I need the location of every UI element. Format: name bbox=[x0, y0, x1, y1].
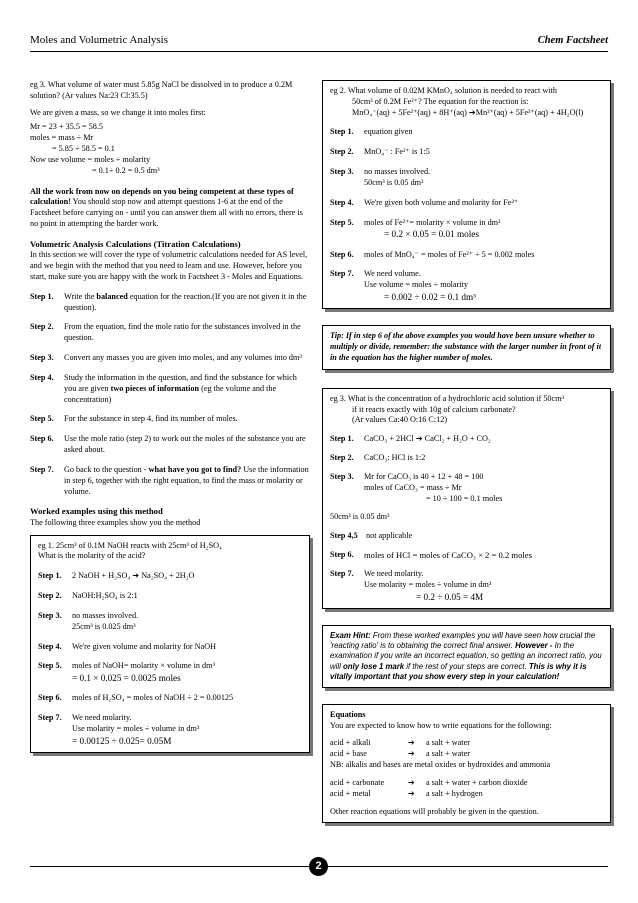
eg3b-step7-label: Step 7. bbox=[330, 569, 354, 579]
equations-title: Equations bbox=[330, 709, 366, 719]
equation-products: a salt + water bbox=[426, 738, 470, 748]
eg1-step5-a: moles of NaOH= molarity × volume in dm³ bbox=[72, 661, 215, 671]
example-2-box bbox=[322, 80, 611, 309]
equation-products: a salt + hydrogen bbox=[426, 788, 483, 798]
eg3b-question-2: if it reacts exactly with 10g of calcium carbonate? bbox=[352, 404, 516, 414]
equation-products: a salt + water bbox=[426, 749, 470, 759]
warning-paragraph bbox=[30, 187, 310, 230]
method-step-label: Step 6. bbox=[30, 434, 54, 444]
header-title: Moles and Volumetric Analysis bbox=[30, 34, 169, 47]
page-header bbox=[30, 36, 608, 52]
eg3-line-4: Now use volume = moles ÷ molarity bbox=[30, 154, 151, 164]
volumetric-intro: In this section we will cover the type of volumetric calculations needed for AS level, and we begin with the method that you need to learn and use. However, before you start, make sure you are happy with the work in Factsheet 3 - Moles and Equations. bbox=[30, 250, 308, 281]
eg3b-step1: CaCO₃ + 2HCl ➔ CaCl₂ + H₂O + CO₂ bbox=[364, 434, 491, 444]
eg2-step2: MnO₄⁻ : Fe²⁺ is 1:5 bbox=[364, 147, 430, 157]
eg3b-step7-b: Use molarity = moles ÷ volume in dm³ bbox=[364, 580, 492, 590]
method-step bbox=[30, 434, 310, 456]
header-publication: Chem Factsheet bbox=[537, 35, 608, 47]
method-step-post: equation for the reaction.(If you are not given it in the question). bbox=[64, 291, 307, 312]
eg2-question-2: 50cm³ of 0.2M Fe²⁺? The equation for the reaction is: bbox=[352, 96, 529, 106]
method-step-text bbox=[64, 414, 310, 425]
eg3b-step45-label: Step 4,5 bbox=[330, 531, 358, 541]
eg1-question-1: eg 1. 25cm³ of 0.1M NaOH reacts with 25cm³ of H₂SO₄ bbox=[38, 540, 222, 550]
hint-final: This is why it is vitally important that you show every step in your calculation! bbox=[330, 661, 587, 681]
eg3-line-1: Mr = 23 + 35.5 = 58.5 bbox=[30, 122, 103, 132]
method-step-label: Step 7. bbox=[30, 464, 54, 474]
hint-text-2: In the examination if you write an incorrect equation, so getting an incorrect ratio, you will bbox=[330, 641, 602, 671]
eg1-step3-b: 25cm³ is 0.025 dm³ bbox=[72, 621, 136, 631]
method-step-post: Use the information in step 6, together with the right equation, to find the mass or molarity or volume. bbox=[64, 464, 309, 496]
method-step-label: Step 2. bbox=[30, 322, 54, 332]
method-step bbox=[30, 414, 310, 425]
section-title-volumetric: Volumetric Analysis Calculations (Titration Calculations) bbox=[30, 238, 241, 249]
eg3b-volume-note: 50cm³ is 0.05 dm³ bbox=[330, 512, 390, 522]
method-steps bbox=[30, 292, 310, 498]
worked-intro: The following three examples show you the method bbox=[30, 517, 201, 527]
method-step-text bbox=[64, 373, 310, 405]
eg3-line-5: = 0.1÷ 0.2 = 0.5 dm³ bbox=[92, 165, 160, 175]
eg3b-step7-a: We need molarity. bbox=[364, 569, 424, 579]
eg3b-step7-c: = 0.2 ÷ 0.05 = 4M bbox=[416, 591, 484, 602]
warning-bold: All the work from now on depends on you being competent at these types of calculation! bbox=[30, 186, 294, 207]
eg3b-step3-a: Mr for CaCO₃ is 40 + 12 + 48 = 100 bbox=[364, 471, 484, 481]
eg2-step5-a: moles of Fe²⁺= molarity × volume in dm³ bbox=[364, 217, 501, 227]
method-step bbox=[30, 322, 310, 344]
eg2-step4-label: Step 4. bbox=[330, 197, 354, 207]
eg3b-step2-label: Step 2. bbox=[330, 453, 354, 463]
right-column bbox=[322, 80, 611, 823]
method-step-bold: balanced bbox=[96, 291, 128, 301]
method-step-bold: two pieces of information bbox=[110, 383, 200, 393]
arrow-icon: ➔ bbox=[408, 788, 415, 798]
eg3b-step3-label: Step 3. bbox=[330, 471, 354, 481]
method-step-pre: Study the information in the question, and find the substance for which you are given bbox=[64, 372, 297, 393]
method-step-post: (eg the volume and the concentration) bbox=[64, 383, 277, 404]
eg1-step7-b: Use molarity = moles ÷ volume in dm³ bbox=[72, 723, 200, 733]
equations-list-1 bbox=[330, 738, 603, 760]
warning-rest: You should stop now and attempt questions 1-6 at the end of the Factsheet before carrying on - until you can answer them all with no errors, there is no point in attempting the harder work. bbox=[30, 197, 303, 229]
eg2-equation: MnO₄⁻(aq) + 5Fe²⁺(aq) + 8H⁺(aq) ➔Mn²⁺(aq) + 5Fe³⁺(aq) + 4H₂O(l) bbox=[352, 107, 584, 117]
method-step bbox=[30, 373, 310, 405]
equation-row bbox=[330, 789, 603, 800]
eg3b-step1-label: Step 1. bbox=[330, 434, 354, 444]
method-step-label: Step 3. bbox=[30, 353, 54, 363]
equation-reactants: acid + base bbox=[330, 749, 367, 759]
method-step-label: Step 1. bbox=[30, 291, 54, 301]
eg2-step7-label: Step 7. bbox=[330, 269, 354, 279]
eg1-step1-label: Step 1. bbox=[38, 571, 62, 581]
equations-intro: You are expected to know how to write equations for the following: bbox=[330, 720, 552, 730]
eg2-step7-c: = 0.002 ÷ 0.02 = 0.1 dm³ bbox=[384, 292, 476, 303]
method-step-text bbox=[64, 353, 310, 364]
arrow-icon: ➔ bbox=[408, 738, 415, 748]
method-step-text bbox=[64, 434, 310, 456]
eg3b-step6-label: Step 6. bbox=[330, 549, 354, 559]
eg3-line-2: moles = mass ÷ Mr bbox=[30, 133, 94, 143]
eg1-step1: 2 NaOH + H₂SO₄ ➔ Na₂SO₄ + 2H₂O bbox=[72, 571, 195, 581]
hint-lead: Exam Hint: bbox=[330, 631, 371, 641]
eg3b-step45: not applicable bbox=[366, 531, 413, 541]
eg2-step6: moles of MnO₄⁻ = moles of Fe²⁺ ÷ 5 = 0.002 moles bbox=[364, 249, 535, 259]
page-number-badge: 2 bbox=[309, 857, 328, 876]
eg1-step2: NaOH:H₂SO₄ is 2:1 bbox=[72, 591, 138, 601]
equation-products: a salt + water + carbon dioxide bbox=[426, 777, 528, 787]
method-step-pre: From the equation, find the mole ratio for the substances involved in the question. bbox=[64, 322, 301, 343]
method-step-pre: Use the mole ratio (step 2) to work out the moles of the substance you are asked about. bbox=[64, 434, 306, 455]
section-title-worked: Worked examples using this method bbox=[30, 506, 163, 517]
method-step-bold: what have you got to find? bbox=[148, 464, 242, 474]
eg2-step5-b: = 0.2 × 0.05 = 0.01 moles bbox=[384, 229, 479, 240]
equations-list-2 bbox=[330, 778, 603, 800]
equation-reactants: acid + alkali bbox=[330, 738, 371, 748]
eg3b-step2: CaCO₃: HCl is 1:2 bbox=[364, 453, 426, 463]
eg2-step3-b: 50cm³ is 0.05 dm³ bbox=[364, 177, 424, 187]
eg2-step5-label: Step 5. bbox=[330, 217, 354, 227]
method-step-text bbox=[64, 465, 310, 497]
eg1-step5-label: Step 5. bbox=[38, 661, 62, 671]
eg1-question-2: What is the molarity of the acid? bbox=[38, 551, 146, 561]
hint-one-mark: only lose 1 mark bbox=[343, 661, 405, 671]
equation-row bbox=[330, 749, 603, 760]
method-step-pre: Convert any masses you are given into moles, and any volumes into dm³ bbox=[64, 353, 302, 363]
eg1-step4: We're given volume and molarity for NaOH bbox=[72, 641, 217, 651]
method-step-text bbox=[64, 322, 310, 344]
equations-nb: NB: alkalis and bases are metal oxides or hydroxides and ammonia bbox=[330, 760, 551, 770]
hint-however: However - bbox=[515, 641, 553, 651]
method-step-pre: Go back to the question - bbox=[64, 464, 149, 474]
eg1-step7-label: Step 7. bbox=[38, 713, 62, 723]
eg2-step3-a: no masses involved. bbox=[364, 167, 431, 177]
eg3b-step6: moles of HCl = moles of CaCO₃ × 2 = 0.2 moles bbox=[364, 549, 532, 560]
eg2-step6-label: Step 6. bbox=[330, 249, 354, 259]
eg3b-question-3: (Ar values Ca:40 O:16 C:12) bbox=[352, 415, 448, 425]
method-step-pre: Write the bbox=[64, 291, 97, 301]
eg1-step5-b: = 0.1 × 0.025 = 0.0025 moles bbox=[72, 673, 181, 684]
equations-footnote: Other reaction equations will probably be given in the question. bbox=[330, 806, 539, 816]
equation-reactants: acid + metal bbox=[330, 788, 371, 798]
arrow-icon: ➔ bbox=[408, 777, 415, 787]
eg1-step3-label: Step 3. bbox=[38, 610, 62, 620]
eg3b-question-1: eg 3. What is the concentration of a hydrochloric acid solution if 50cm³ bbox=[330, 393, 564, 403]
eg1-step4-label: Step 4. bbox=[38, 641, 62, 651]
eg2-step3-label: Step 3. bbox=[330, 167, 354, 177]
method-step-pre: For the substance in step 4, find its number of moles. bbox=[64, 414, 238, 424]
method-step bbox=[30, 353, 310, 364]
eg2-step2-label: Step 2. bbox=[330, 147, 354, 157]
method-step-text bbox=[64, 292, 310, 314]
method-step bbox=[30, 465, 310, 497]
eg1-step3-a: no masses involved. bbox=[72, 610, 139, 620]
eg3-question: eg 3. What volume of water must 5.85g NaCl be dissolved in to produce a 0.2M solution? (Ar values Na:23 Cl:35.5) bbox=[30, 80, 293, 100]
eg3-intro: We are given a mass, so we change it into moles first: bbox=[30, 107, 206, 117]
equations-box bbox=[322, 704, 611, 824]
equation-reactants: acid + carbonate bbox=[330, 777, 385, 787]
eg2-step4: We're given both volume and molarity for Fe²⁺ bbox=[364, 197, 519, 207]
equation-row bbox=[330, 778, 603, 789]
left-column bbox=[30, 80, 310, 753]
hint-text-3: if the rest of your steps are correct. bbox=[404, 661, 529, 671]
eg3-line-3: = 5.85 ÷ 58.5 = 0.1 bbox=[52, 144, 115, 154]
eg1-step7-c: = 0.00125 ÷ 0.025= 0.05M bbox=[72, 735, 172, 746]
eg3b-step3-c: = 10 ÷ 100 = 0.1 moles bbox=[426, 493, 503, 503]
method-step-label: Step 4. bbox=[30, 372, 54, 382]
hint-text-1: From these worked examples you will have seen how crucial the 'reacting ratio' is to obtaining the correct final answer. bbox=[330, 631, 596, 651]
eg1-step6: moles of H₂SO₄ = moles of NaOH ÷ 2 = 0.00125 bbox=[72, 693, 234, 703]
eg2-step1-label: Step 1. bbox=[330, 127, 354, 137]
eg2-step7-b: Use volume = moles ÷ molarity bbox=[364, 280, 468, 290]
eg2-question-1: eg 2. What volume of 0.02M KMnO₄ solution is needed to react with bbox=[330, 86, 557, 95]
eg2-step1: equation given bbox=[364, 127, 413, 137]
equation-row bbox=[330, 738, 603, 749]
exam-hint-box bbox=[322, 625, 611, 688]
eg1-step2-label: Step 2. bbox=[38, 591, 62, 601]
example-3-box bbox=[322, 388, 611, 609]
eg3b-step3-b: moles of CaCO₃ = mass ÷ Mr bbox=[364, 482, 462, 492]
eg2-step7-a: We need volume. bbox=[364, 269, 421, 279]
tip-box: Tip: If in step 6 of the above examples you would have been unsure whether to multiply or divide, remember: the substance with the larger number in front of it in the equation has the higher number of moles. bbox=[322, 325, 611, 369]
example-1-box bbox=[30, 535, 310, 753]
arrow-icon: ➔ bbox=[408, 749, 415, 759]
method-step bbox=[30, 292, 310, 314]
eg1-step6-label: Step 6. bbox=[38, 693, 62, 703]
method-step-label: Step 5. bbox=[30, 414, 54, 424]
eg1-step7-a: We need molarity. bbox=[72, 713, 132, 723]
